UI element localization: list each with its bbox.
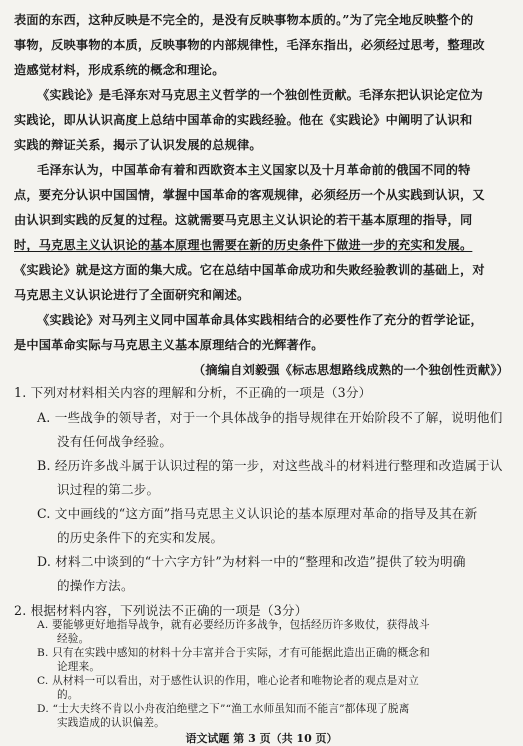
- passage-p4-line-1: 《实践论》对马列主义同中国革命具体实践相结合的必要性作了充分的哲学论证，: [37, 313, 483, 327]
- q1-option-d-line-1: D. 材料二中谈到的“十六字方针”为材料一中的“整理和改造”提供了较为明确: [37, 554, 466, 569]
- passage-source: （摘编自刘毅强《标志思想路线成熟的一个独创性贡献》）: [193, 363, 509, 377]
- q2-option-d-line-2: 实践造成的认识偏差。: [57, 717, 165, 729]
- q1-option-a-line-1: A. 一些战争的领导者，对于一个具体战争的指导规律在开始阶段不了解，说明他们: [37, 410, 503, 425]
- q2-option-d-line-1: D. “士大夫终不肯以小舟夜泊绝壁之下”“渔工水师虽知而不能言”都体现了脱离: [37, 703, 410, 715]
- passage-p1-line-1: 表面的东西，这种反映是不完全的，是没有反映事物本质的。”为了完全地反映整个的: [14, 13, 474, 27]
- q2-option-a-line-1: A. 要能够更好地指导战争，就有必要经历许多战争，包括经历许多败仗，获得战斗: [37, 619, 430, 631]
- passage-p4-line-2: 是中国革命实际与马克思主义基本原理结合的光辉著作。: [14, 338, 324, 352]
- q1-option-a-line-2: 没有任何战争经验。: [57, 434, 173, 449]
- q2-option-c-line-1: C. 从材料一可以看出，对于感性认识的作用，唯心论者和唯物论者的观点是对立: [37, 675, 420, 687]
- q2-option-c-line-2: 的。: [57, 689, 79, 701]
- q2-option-b-line-2: 论理来。: [57, 661, 101, 673]
- q2-option-a-line-2: 经验。: [57, 633, 90, 645]
- passage-p2-line-1: 《实践论》是毛泽东对马克思主义哲学的一个独创性贡献。毛泽东把认识论定位为: [37, 88, 483, 102]
- passage-p3-line-1: 毛泽东认为，中国革命有着和西欧资本主义国家以及十月革命前的俄国不同的特: [37, 163, 471, 177]
- passage-p2-line-2: 实践论，即从认识高度上总结中国革命的实践经验。他在《实践论》中阐明了认识和: [14, 113, 473, 127]
- q1-option-d-line-2: 的操作方法。: [57, 578, 134, 593]
- q1-option-c-line-2: 的历史条件下的充实和发展。: [57, 530, 224, 545]
- passage-p3-line-6: 马克思主义认识论进行了全面研究和阐述。: [14, 288, 250, 302]
- q2-option-b-line-1: B. 只有在实践中感知的材料十分丰富并合于实际，才有可能据此造出正确的概念和: [37, 647, 430, 659]
- passage-p3-line-4: 时，马克思主义认识论的基本原理也需要在新的历史条件下做进一步的充实和发展。: [14, 238, 473, 252]
- passage-p2-line-3: 实践的辩证关系，揭示了认识发展的总规律。: [14, 138, 262, 152]
- passage-p1-line-3: 造感觉材料，形成系统的概念和理论。: [14, 63, 225, 77]
- question-1-stem: 1. 下列对材料相关内容的理解和分析，不正确的一项是（3分）: [14, 385, 372, 400]
- passage-p3-line-3: 由认识到实践的反复的过程。这就需要马克思主义认识论的若干基本原理的指导，同: [14, 213, 473, 227]
- q1-option-b-line-1: B. 经历许多战斗属于认识过程的第一步，对这些战斗的材料进行整理和改造属于认: [37, 458, 503, 473]
- page-footer: 语文试题 第 3 页（共 10 页）: [185, 732, 338, 745]
- passage-p1-line-2: 事物，反映事物的本质，反映事物的内部规律性，毛泽东指出，必须经过思考，整理改: [14, 38, 485, 52]
- passage-p3-line-5: 《实践论》就是这方面的集大成。它在总结中国革命成功和失败经验教训的基础上，对: [14, 263, 485, 277]
- question-2-stem: 2. 根据材料内容，下列说法不正确的一项是（3分）: [14, 603, 308, 618]
- q1-option-c-line-1: C. 文中画线的“这方面”指马克思主义认识论的基本原理对革命的指导及其在新: [37, 506, 478, 521]
- q1-option-b-line-2: 识过程的第二步。: [57, 482, 160, 497]
- passage-p3-line-2: 点，要充分认识中国国情，掌握中国革命的客观规律，必须经历一个从实践到认识，又: [14, 188, 485, 202]
